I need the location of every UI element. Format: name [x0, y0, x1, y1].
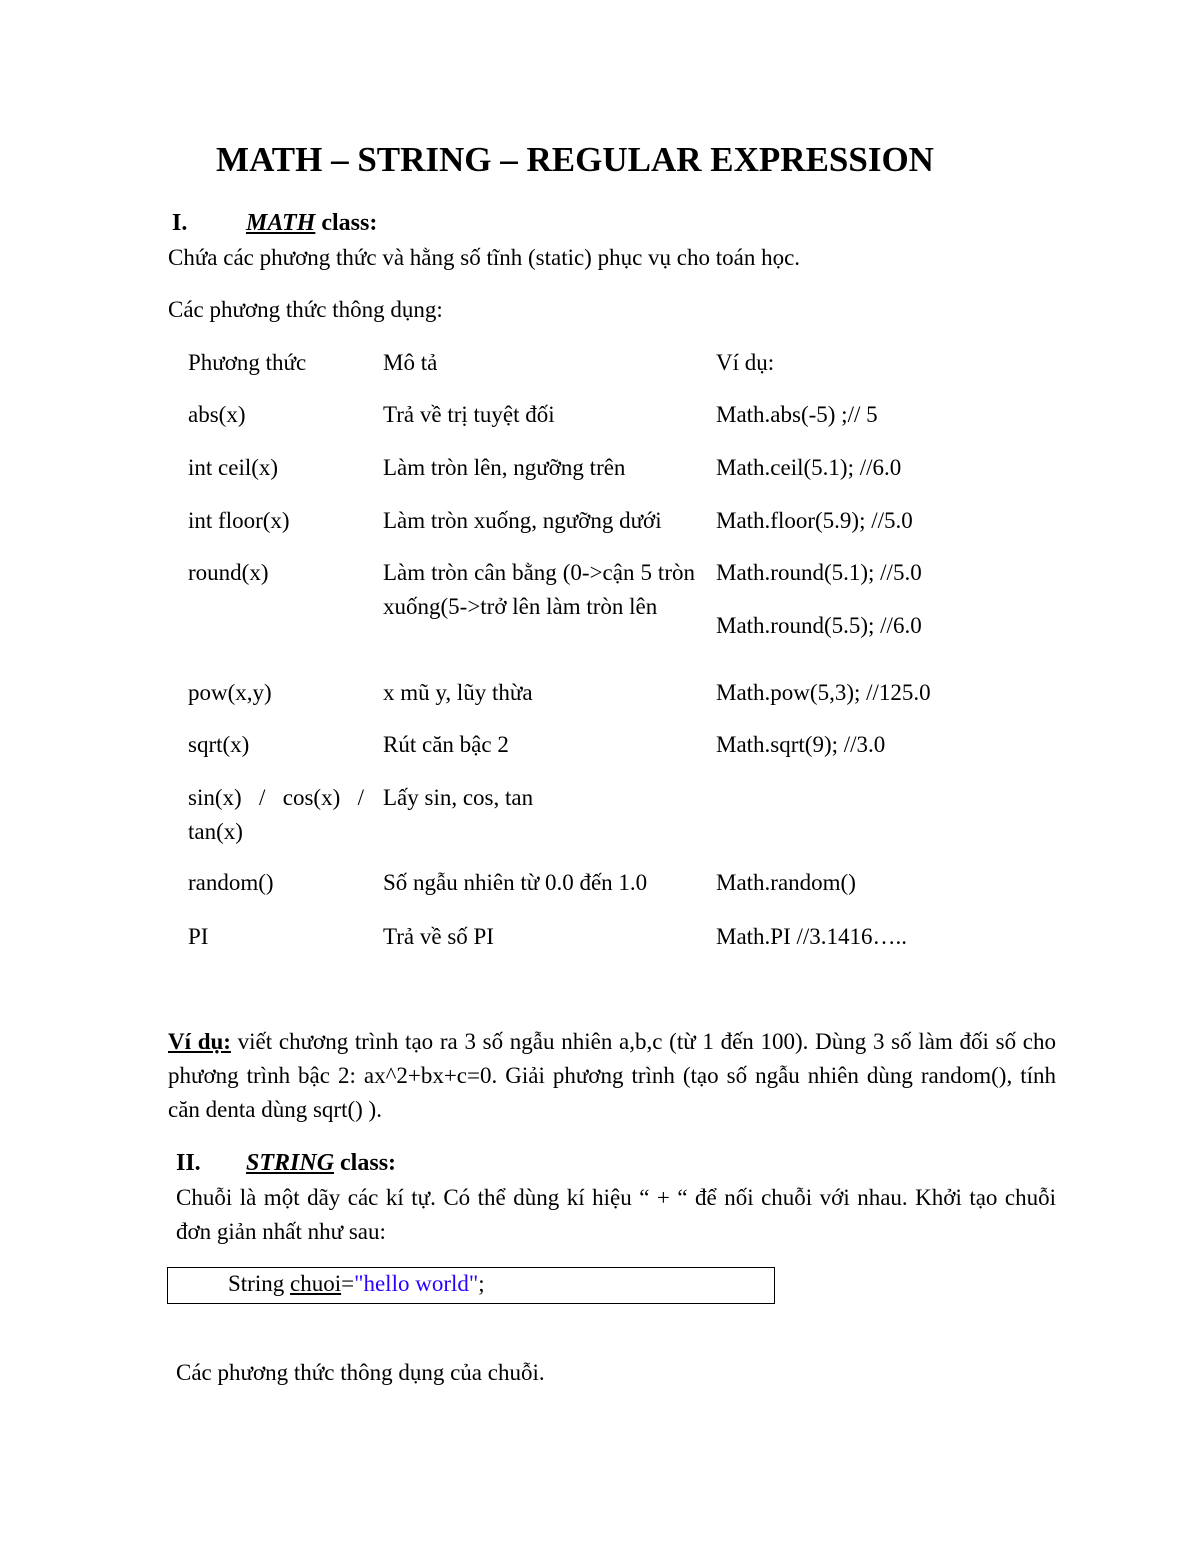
table-cell-method: sqrt(x) — [188, 732, 250, 757]
table-cell-method: sin(x) / cos(x) / tan(x) — [188, 785, 364, 844]
table-header-description: Mô tả — [383, 350, 438, 375]
table-cell-description: Làm tròn cân bằng (0->cận 5 tròn xuống(5->trở lên làm tròn lên — [383, 560, 695, 619]
table-cell-method: pow(x,y) — [188, 680, 272, 705]
code-line — [228, 1271, 485, 1297]
table-cell-method: round(x) — [188, 560, 269, 585]
code-semicolon: ; — [478, 1271, 485, 1296]
table-cell-example: Math.round(5.1); //5.0 — [716, 560, 922, 585]
section-2-heading-rest: class: — [334, 1150, 397, 1176]
table-cell-method: abs(x) — [188, 402, 246, 427]
table-cell-example-2: Math.round(5.5); //6.0 — [716, 613, 922, 638]
table-cell-method: random() — [188, 870, 274, 895]
section-1-heading-italic: MATH — [246, 210, 316, 236]
section-1-intro: Chứa các phương thức và hằng số tĩnh (static) phục vụ cho toán học. — [168, 245, 801, 270]
table-cell-description: Rút căn bậc 2 — [383, 732, 509, 757]
code-keyword: String — [228, 1271, 290, 1296]
table-cell-method: int ceil(x) — [188, 455, 279, 480]
table-header-method: Phương thức — [188, 350, 307, 375]
table-cell-example: Math.floor(5.9); //5.0 — [716, 508, 913, 533]
example-paragraph — [168, 1025, 1056, 1127]
page-title: MATH – STRING – REGULAR EXPRESSION — [216, 140, 934, 179]
table-cell-description: Lấy sin, cos, tan — [383, 785, 534, 810]
table-cell-example: Math.ceil(5.1); //6.0 — [716, 455, 902, 480]
table-cell-description: x mũ y, lũy thừa — [383, 680, 533, 705]
table-cell-description: Trả về số PI — [383, 924, 494, 949]
section-2-heading-italic: STRING — [246, 1150, 335, 1176]
table-cell-example: Math.pow(5,3); //125.0 — [716, 680, 931, 705]
section-2-methods-label: Các phương thức thông dụng của chuỗi. — [176, 1360, 545, 1385]
table-cell-example: Math.random() — [716, 870, 856, 895]
table-cell-description: Làm tròn xuống, ngưỡng dưới — [383, 508, 662, 533]
section-1-number: I. — [172, 210, 188, 236]
table-cell-description: Số ngẫu nhiên từ 0.0 đến 1.0 — [383, 870, 648, 895]
code-variable: chuoi — [289, 1271, 342, 1296]
table-cell-description: Trả về trị tuyệt đối — [383, 402, 555, 427]
section-2-intro: Chuỗi là một dãy các kí tự. Có thể dùng kí hiệu “ + “ để nối chuỗi với nhau. Khởi tạo chuỗi đơn giản nhất như sau: — [176, 1185, 1056, 1244]
section-1-methods-label: Các phương thức thông dụng: — [168, 297, 443, 322]
table-cell-method: int floor(x) — [188, 508, 290, 533]
section-1-heading-rest: class: — [315, 210, 378, 236]
code-string-literal: "hello world" — [354, 1271, 479, 1296]
table-cell-example: Math.PI //3.1416….. — [716, 924, 908, 949]
example-text: viết chương trình tạo ra 3 số ngẫu nhiên a,b,c (từ 1 đến 100). Dùng 3 số làm đối số cho phương trình bậc 2: ax^2+bx+c=0. Giải phương trình (tạo số ngẫu nhiên dùng random(), tính căn denta dùng sqrt() ). — [168, 1029, 1056, 1122]
code-equals: = — [341, 1271, 355, 1296]
table-cell-method: PI — [188, 924, 209, 949]
section-2-number: II. — [176, 1150, 201, 1176]
example-label: Ví dụ: — [168, 1029, 231, 1054]
section-1-heading — [246, 210, 377, 237]
table-cell-example: Math.abs(-5) ;// 5 — [716, 402, 878, 427]
section-2-heading — [246, 1150, 396, 1177]
table-cell-description: Làm tròn lên, ngưỡng trên — [383, 455, 626, 480]
table-header-example: Ví dụ: — [716, 350, 775, 375]
table-cell-example: Math.sqrt(9); //3.0 — [716, 732, 886, 757]
code-box — [167, 1267, 775, 1304]
